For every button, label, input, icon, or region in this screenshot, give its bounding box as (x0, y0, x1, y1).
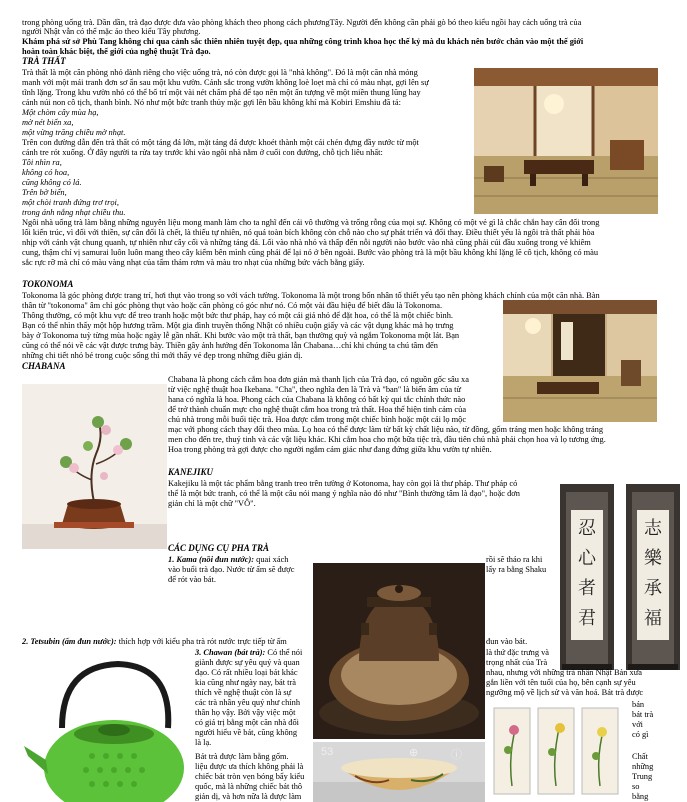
tetsubin-label: 2. Tetsubin (ấm đun nước): (22, 637, 117, 646)
tetsubin-right: đun vào bát. (486, 637, 528, 646)
heading-tra-that: TRÀ THẤT (22, 56, 66, 66)
tra-that-full-1: Ngôi nhà uống trà làm bằng những nguyên liệu mong manh làm cho ta nghĩ đến cái vô thường và trống rỗng của mọi sự. Không có một vẻ gì là chắc chắn hay cân đối trong (22, 218, 600, 227)
chawan-line-1: giành được sự yêu quý và quan (195, 658, 300, 667)
tokonoma-line-4: Bạn có thể nhìn thấy một hộp hương trầm. Một gia đình truyền thống Nhật có nhiều cuộn giấy và các vật dụng khác mà họ trưng (22, 321, 454, 330)
tetsubin-kettle-photo (22, 656, 190, 802)
chabana-line-1: Chabana là phong cách cắm hoa đơn giản mà thanh lịch của Trà đạo, có nguồn gốc sâu xa (168, 375, 469, 384)
kakejiku-line-1: Kakejiku là một tác phẩm bằng tranh treo trên tường ở Kotonoma, hay còn gọi là thư pháp. Thư pháp có (168, 479, 518, 488)
scroll-right (626, 484, 680, 670)
chawan-right-3: gắn liền với tên tuổi của họ, bên cạnh sự yêu (486, 678, 636, 687)
chawan-line-6: thân họ vậy. Bởi vậy việc một (195, 708, 296, 717)
right-col-2: với (632, 720, 643, 729)
chawan-line-5: các trà nhân yêu quý như chính (195, 698, 301, 707)
kama-kettle-photo (313, 563, 485, 739)
right-col2-4: bằng (632, 792, 649, 801)
chawan-line-9: là lạ. (195, 738, 212, 747)
chawan-line-4: thích về nghệ thuật còn là sự (195, 688, 292, 697)
tokonoma-line-3: Thông thường, có một khu vực để treo tranh hoặc một bức thư pháp, hay có một cái giá nhỏ để đặt hoa, có thể là một chiếc bình. (22, 311, 453, 320)
tra-that-full-2: lối kiến trúc, vì đối với thiền, sự cân đối là chết, là thiếu tự nhiên, nó quá toàn bích không còn chỗ nào cho sự phát triển và đổi thay. Điều thiết yếu là ngôi trà thất phải hòa (22, 228, 595, 237)
tra-that-line-6: cánh tre rót xuống. Ở đây người ta rửa tay trước khi vào ngôi nhà nằm ở cuối con đường, chỗ tịch liêu nhất: (22, 148, 383, 157)
intro-bold-2: hoàn toàn khác biệt, thế giới của nghệ thuật Trà đạo. (22, 47, 211, 56)
chabana-flower-photo (22, 384, 167, 549)
chawan-right-2: nhau, nhưng với những trà nhân Nhật Bản xưa (486, 668, 642, 677)
tra-that-line-4: cảnh núi non cô tịch, thanh bình. Nó như một bức tranh thủy mặc gợi lên bầu không khí mà Kobiri Emshiu đã tả: (22, 98, 401, 107)
tetsubin-line (22, 637, 287, 647)
right-col-0: bán (632, 700, 645, 709)
right-col-3: có gì (632, 730, 649, 739)
heading-tokonoma: TOKONOMA (22, 279, 74, 289)
right-col2-2: Trung (632, 772, 653, 781)
heading-chabana: CHABANA (22, 361, 66, 371)
chawan-line-3: kia cũng như ngày nay, bát trà (195, 678, 296, 687)
chawan-line-2: đạo. Có rất nhiều loại bát khác (195, 668, 298, 677)
scroll-left (560, 484, 614, 670)
kakejiku-line-3: giản chỉ là một chữ "VÔ". (168, 499, 256, 508)
bottom-line-3: quốc, mà là những chiếc bát thô (195, 782, 303, 791)
bottom-line-4: giản dị, và hơn nữa là được làm (195, 792, 302, 801)
tea-room-photo (474, 68, 658, 214)
poem2-line-5: một chòi tranh đứng trơ trọi, (22, 198, 119, 207)
tokonoma-line-7: những chi tiết nhỏ bé trong cuộc sống thì mới thấy vẻ đẹp trong những điều giản dị. (22, 351, 303, 360)
tokonoma-photo (503, 300, 657, 422)
info-icon[interactable]: ⓘ (451, 749, 462, 761)
poem2-line-3: cũng không có lá. (22, 178, 82, 187)
tokonoma-line-2: thân từ "tokonoma" âm chỉ góc phòng thụt vào hoặc căn phòng có góc như nó. Có một vài đầu hiệu để biết đâu là Tokonoma. (22, 301, 443, 310)
chawan-label: 3. Chawan (bát trà): (195, 648, 266, 657)
chawan-bowl-photo (313, 742, 485, 802)
intro-bold-1: Khám phá sứ sở Phù Tang không chỉ qua cảnh sắc thiên nhiên tuyệt đẹp, qua những công trình khoa học thế kỷ mà du khách nên bước chân vào một thế giới (22, 37, 584, 46)
kama-line-3: để rót vào bát. (168, 575, 216, 584)
kama-line-1 (168, 555, 288, 565)
chawan-right-1: trọng nhất của Trà (486, 658, 548, 667)
tra-that-line-3: tĩnh lặng. Trong khu vườn nhỏ có thể bố trí một vài nét chấm phá để tạo nên một ấn tượng về một miền thung lũng hay (22, 88, 421, 97)
bottom-line-1: liệu được ưa thích không phải là (195, 762, 304, 771)
poem1-line-3: một vừng trăng chiều mờ nhạt. (22, 128, 126, 137)
right-col-1: bát trà (632, 710, 654, 719)
right-col2-3: so (632, 782, 640, 791)
botanical-prints (490, 706, 624, 796)
chawan-text-0: Có thể nói (267, 648, 303, 657)
chawan-line-7: có giá trị bằng một căn nhà đối (195, 718, 299, 727)
tokonoma-line-1: Tokonoma là góc phòng được trang trí, hơi thụt vào trong so với vách tường. Tokonoma là một trong bốn nhân tố thiết yếu tạo nên phòng khách chính của một căn nhà. Bàn (22, 291, 600, 300)
chawan-line-8: người hiểu về bát, cũng không (195, 728, 298, 737)
poem2-line-6: trong ánh nắng nhạt chiều thu. (22, 208, 126, 217)
chabana-line-7: men cho đến tre, thuỷ tinh và các vật liệu khác. Khi cắm hoa cho một bữa tiệc trà, đầu tiên chủ nhà phải chọn hoa và lọ tương ứng. (168, 435, 606, 444)
kama-line-2: vào buổi trà đạo. Nước từ ấm sẽ được (168, 565, 295, 574)
intro-line-1: trong phòng uống trà. Dần dần, trà đạo được đưa vào phòng khách theo phong cách phươngTây. Người đến không cần phải gò bó theo kiểu ngồi hay cách uống trà của (22, 18, 582, 27)
bottom-line-2: chiếc bát tròn vẹn bóng bẩy kiểu (195, 772, 305, 781)
right-col2-0: Chất (632, 752, 648, 761)
tra-that-full-4: cung, thậm chí vị samurai luôn luôn mang theo cây kiếm bên mình cũng phải để lại nó ở bên ngoài. Bước vào phòng trà là một bầu không khí lặng lẽ cô tịch, không có màu (22, 248, 599, 257)
tokonoma-line-5: bày ở Tokonoma tuỳ từng mùa hoặc ngày lễ gần nhất. Khi bước vào một trà thất, bạn thường quỳ và ngắm Tokonoma một lát. Bạn (22, 331, 460, 340)
kama-right-2: lấy ra bằng Shaku (486, 565, 547, 574)
poem2-line-4: Trên bờ biển, (22, 188, 67, 197)
kama-label: 1. Kama (nồi đun nước): (168, 555, 255, 564)
poem1-line-1: Một chòm cây mùa hạ, (22, 108, 99, 117)
right-col2-1: những (632, 762, 654, 771)
bottom-line-0: Bát trà được làm bằng gốm. (195, 752, 289, 761)
heading-dung-cu: CÁC DỤNG CỤ PHA TRÀ (168, 543, 270, 553)
chabana-line-5: chủ nhà trong mỗi buổi tiệc trà. Hoa được cắm trong một chiếc bình hoặc một cái lọ mộc (168, 415, 467, 424)
zoom-icon[interactable]: ⊕ (409, 747, 419, 759)
tetsubin-text: thích hợp với kiểu pha trà rót nước trực tiếp từ ấm (118, 637, 287, 646)
tra-that-line-5: Trên con đường dẫn đến trà thất có một tảng đá lớn, mặt tảng đá được khoét thành một cái chén đựng đầy nước từ một (22, 138, 419, 147)
chabana-line-4: để trở thành chuẩn mực cho nghệ thuật cắm hoa trong trà thất. Hoa thể hiện tinh cảm của (168, 405, 467, 414)
poem2-line-1: Tôi nhìn ra, (22, 158, 62, 167)
intro-line-2: người Nhật vẫn có thể mặc áo theo kiểu Tây phương. (22, 27, 201, 36)
chabana-line-8: Hoa trong phòng trà gợi được cho người ngắm cảm giác như đang đứng giữa khu vườn tự nhiên. (168, 445, 492, 454)
kama-right-1: rồi sẽ tháo ra khi (486, 555, 543, 564)
poem1-line-2: mờ nét biển xa, (22, 118, 74, 127)
chawan-right-0: là thứ đặc trưng và (486, 648, 550, 657)
chawan-line-0 (195, 648, 302, 658)
heading-kakejiku: KANEJIKU (168, 467, 214, 477)
tra-that-line-2: manh với một mái tranh đơn sơ ẩn sau một khu vườn. Cảnh sắc trong vườn không loè loẹt mà chỉ có màu nhạt, gợi lên sự (22, 78, 429, 87)
chabana-line-2: từ việc nghệ thuật hoa Ikebana. "Cha", theo nghĩa đen là Trà và "ban" là biến âm của từ (168, 385, 461, 394)
poem2-line-2: không có hoa, (22, 168, 70, 177)
tra-that-full-5: sắc rực rỡ mà chỉ có màu vàng nhạt của tấm thảm rơm và màu tro nhạt của những bức vách bằng giấy. (22, 258, 365, 267)
chawan-right-4: ngưỡng mộ về lịch sử và văn hoá. Bát trà được (486, 688, 644, 697)
chabana-line-3: hana có nghĩa là hoa. Phong cách của Chabana là không có bất kỳ qui tắc chính thức nào (168, 395, 466, 404)
tra-that-full-3: nhịp với cảnh vật chung quanh, tự nhiên như cây cối và những tảng đá. Lối vào nhà nhỏ và thấp đến nỗi người nào bước vào nhà cũng phải cúi đầu xuống trong vẻ khiêm (22, 238, 591, 247)
tra-that-line-1: Trà thất là một căn phòng nhỏ dành riêng cho việc uống trà, nó còn được gọi là "nhà không". Đó là một căn nhà mỏng (22, 68, 418, 77)
kama-text-a: quai xách (256, 555, 289, 564)
tokonoma-line-6: cũng có thể nói về các vật được trưng bày. Thiền gây ảnh hưởng đến Tokonoma lẫn Chabana…chỉ khi chúng ta chú tâm đến (22, 341, 438, 350)
kakejiku-line-2: thể là một bức tranh, có thể là một câu nói mang ý nghĩa nào đó như "Bình thường tâm là đạo", hoặc đơn (168, 489, 520, 498)
scroll-right-calligraphy: 志樂承福 (644, 518, 662, 629)
scroll-left-calligraphy: 忍心者君 (578, 518, 596, 629)
chabana-line-6: mạc với phong cách thay đổi theo mùa. Lọ hoa có thể được làm từ bất kỳ chất liệu nào, từ đồng, gốm tráng men hoặc không tráng (168, 425, 604, 434)
watermark-number: 53 (321, 746, 334, 758)
